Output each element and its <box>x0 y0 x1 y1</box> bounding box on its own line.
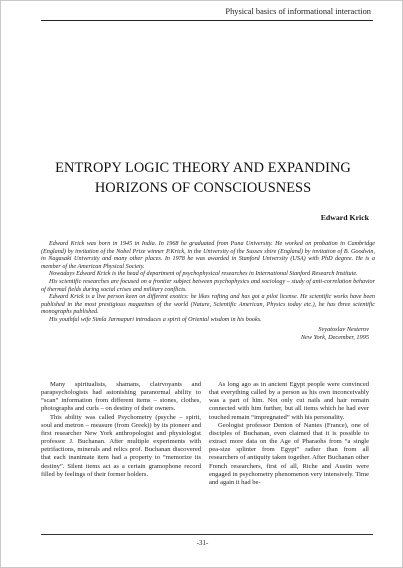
article-title: ENTROPY LOGIC THEORY AND EXPANDING HORIZONS OF CONSCIOUSNESS <box>55 160 351 196</box>
bio-signature <box>301 326 369 342</box>
body-paragraph: This ability was called Psychometry (psyche – spirit, soul and metron – measure (from Greek)) by its pioneer and first researcher New York anthropologist and physiologist professor J. Buchanan. After multiple experiments with petrifactions, minerals and relics prof. Buchanan discovered that each inanimate item had a property to “memorize its destiny”. Silent items act as a certain gramophone record filled by feelings of their former holders. <box>41 413 201 478</box>
bio-paragraph: Nowadays Edward Krick is the head of department of psychophysical researches in International Stanford Research Institute. <box>49 271 358 278</box>
header-rule <box>41 20 373 21</box>
footer-rule <box>41 534 373 535</box>
bio-paragraph: His youthful wife Simla Jarmapuri introduces a spirit of Oriental wisdom in his books. <box>49 316 262 323</box>
article-author: Edward Krick <box>320 213 369 222</box>
bio-paragraph: Edward Krick is a live person keen on different exotics: he likes rafting and has got a pilot license. He scientific works have been published in the most prestigious magazines of the world (Nature, Scientific American, Physics today etc.), he has three scientific monographs published. <box>41 294 375 316</box>
body-paragraph: Many spiritualists, shamans, clairvoyants and parapsychologists had astonishing paranormal ability to “scan” information from different items – stones, clothes, photographs and curls – on destiny of their owners. <box>41 381 201 413</box>
signature-name: Svyatoslav Nesterov <box>318 326 369 333</box>
bio-paragraph: His scientific researches are focused on a frontier subject between psychophysics and sociology – study of anti-correlation behavior of thermal fields during social crises and military conflicts. <box>41 278 375 293</box>
body-paragraph: Geologist professor Denton of Nantes (France), one of disciples of Buchanan, even claimed that it is possible to extract more data on the Age of Pharaohs from “a single pea-size splinter from Egypt” rather than from all researchers of antiquity taken together. After Buchanan other French researchers, first of all, Riche and Austin were engaged in psychometry phenomenon very intensively. Time and again it had be- <box>209 421 369 486</box>
body-column-left <box>41 381 201 479</box>
body-column-right <box>209 381 369 487</box>
signature-place-date: New York, December, 1995 <box>300 334 369 342</box>
page-number: -31- <box>196 539 209 547</box>
author-biography <box>41 241 375 325</box>
bio-paragraph: Edward Krick was born in 1945 in India. In 1968 he graduated from Puna University. He worked on probation in Cambridge (England) by invitation of the Nobel Prize winner P.Krick, in the University of the Sussex shire (England) by invitation of B. Goodwin, in Nagasaki University and many other places. In 1978 he was awarded in Stanford University (USA) with PhD degree. He is a member of the American Physical Society. <box>41 241 375 270</box>
body-paragraph: As long ago as in ancient Egypt people were convinced that everything called by a person as his own inconceivably was a part of him. Not only cut nails and hair remain connected with him further, but all items which he had ever touched remain “impregnated” with his personality. <box>209 381 369 421</box>
running-head: Physical basics of informational interaction <box>225 7 371 16</box>
